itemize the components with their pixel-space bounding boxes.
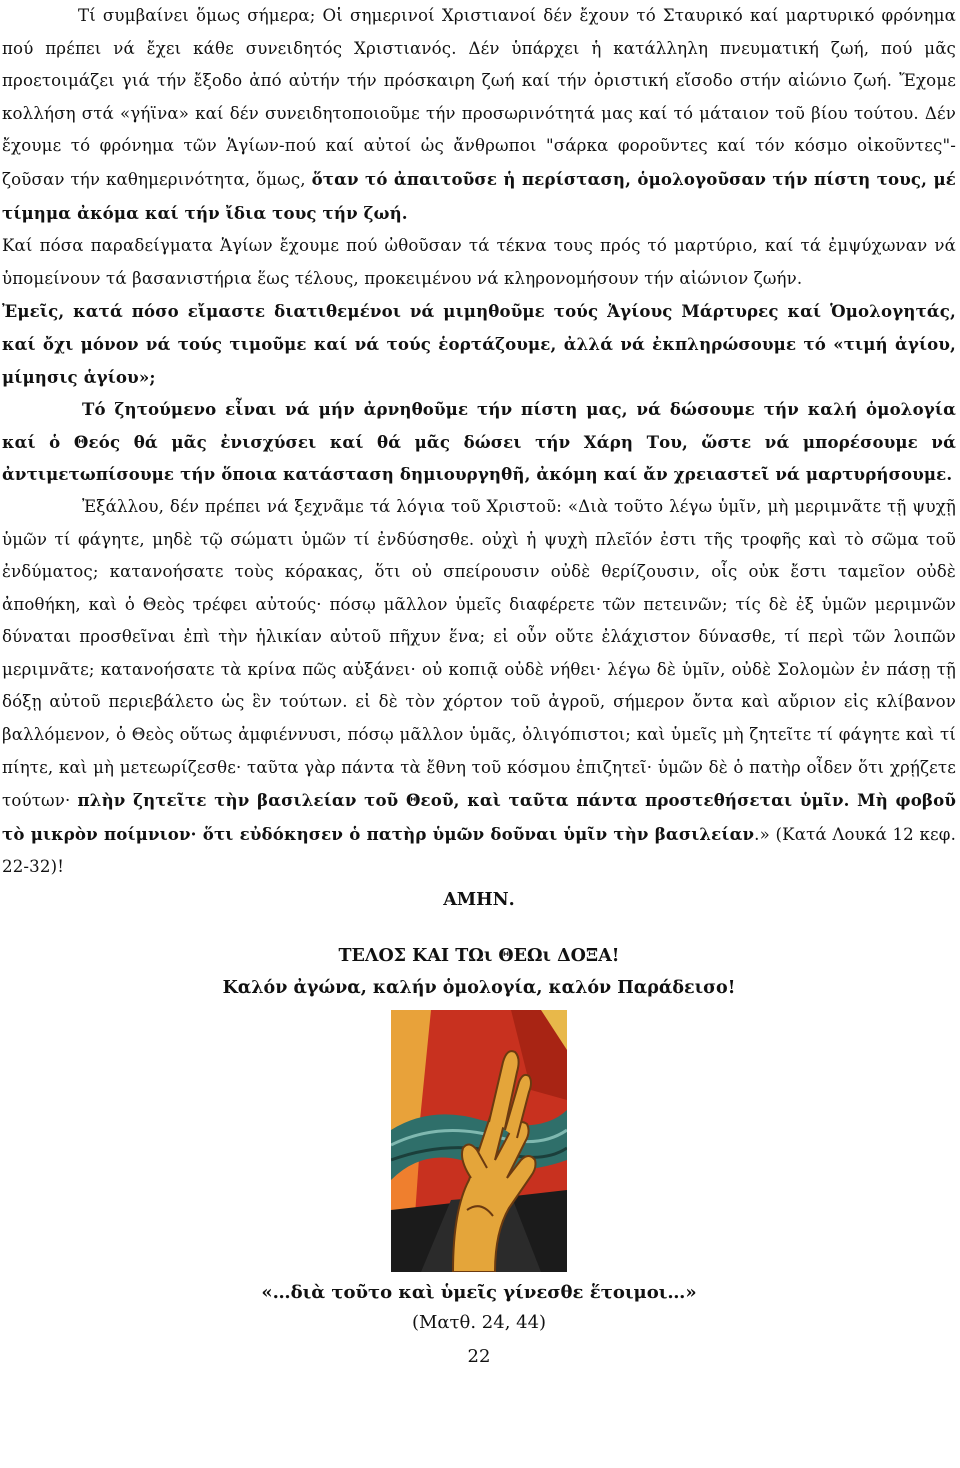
amen-line: ΑΜΗΝ. xyxy=(443,890,515,911)
quote-reference: (Ματθ. 24, 44) xyxy=(411,1312,547,1334)
icon-image-container xyxy=(2,1010,956,1272)
paragraph-bold-text: Ἐμεῖς, κατά πόσο εἴμαστε διατιθεμένοι νά μιμηθοῦμε τούς Ἁγίους Μάρτυρες καί Ὁμολογητάς, καί ὄχι μόνον νά τούς τιμοῦμε καί νά τούς ἑορτάζουμε, ἀλλά νά ἐκπληρώσουμε τό «τιμή ἁγίου, μίμησις ἁγίου»; xyxy=(2,301,956,387)
paragraph-christian-mindset xyxy=(2,0,956,230)
paragraph-bold-text: πλὴν ζητεῖτε τὴν βασιλείαν τοῦ Θεοῦ, καὶ ταῦτα πάντα προστεθήσεται ὑμῖν. Μὴ φοβοῦ τὸ μικρὸν ποίμνιον· ὅτι εὐδόκησεν ὁ πατὴρ ὑμῶν δοῦναι ὑμῖν τὴν βασιλείαν xyxy=(2,790,956,844)
paragraph-text: Καί πόσα παραδείγματα Ἁγίων ἔχουμε πού ὠθοῦσαν τά τέκνα τους πρός τό μαρτύριο, καί τά ἐμψύχωναν νά ὑπομείνουν τά βασανιστήρια ἕως τέλους, προκειμένου νά κληρονομήσουν τήν αἰώνιον ζωήν. xyxy=(2,236,956,288)
paragraph-text: Τί συμβαίνει ὅμως σήμερα; Οἱ σημερινοί Χριστιανοί δέν ἔχουν τό Σταυρικό καί μαρτυρικό φρόνημα πού πρέπει νά ἔχει κάθε συνειδητός Χριστιανός. Δέν ὑπάρχει ἡ κατάλληλη πνευματική ζωή, πού μᾶς προετοιμάζει γιά τήν ἔξοδο ἀπό αὐτήν τήν πρόσκαιρη ζωή καί τήν ὁριστική εἴσοδο στήν αἰώνιο ζωή. Ἔχομε κολλήση στά «γήϊνα» καί δέν συνειδητοποιοῦμε τήν προσωρινότητά μας καί τό μάταιον τοῦ βίου τούτου. Δέν ἔχουμε τό φρόνημα τῶν Ἁγίων-πού καί αὐτοί ὡς ἄνθρωποι "σάρκα φοροῦντες καί τόν κόσμο οἰκοῦντες"-ζοῦσαν τήν καθημερινότητα, ὅμως, xyxy=(2,6,956,189)
blessing-hand-icon xyxy=(391,1010,567,1272)
closing-quote: «…διὰ τοῦτο καὶ ὑμεῖς γίνεσθε ἕτοιμοι…» xyxy=(261,1282,697,1304)
paragraph-text: Ἐξάλλου, δέν πρέπει νά ξεχνᾶμε τά λόγια τοῦ Χριστοῦ: «Διὰ τοῦτο λέγω ὑμῖν, μὴ μεριμνᾶτε τῇ ψυχῇ ὑμῶν τί φάγητε, μηδὲ τῷ σώματι ὑμῶν τί ἐνδύσησθε. οὐχὶ ἡ ψυχὴ πλεῖόν ἐστι τῆς τροφῆς καὶ τὸ σῶμα τοῦ ἐνδύματος; κατανοήσατε τοὺς κόρακας, ὅτι οὐ σπείρουσιν οὐδὲ θερίζουσιν, οἷς οὐκ ἔστι ταμεῖον οὐδὲ ἀποθήκη, καὶ ὁ Θεὸς τρέφει αὐτούς· πόσῳ μᾶλλον ὑμεῖς διαφέρετε τῶν πετεινῶν; τίς δὲ ἐξ ὑμῶν μεριμνῶν δύναται προσθεῖναι ἐπὶ τὴν ἡλικίαν αὐτοῦ πῆχυν ἕνα; εἰ οὖν οὔτε ἐλάχιστον δύνασθε, τί περὶ τῶν λοιπῶν μεριμνᾶτε; κατανοήσατε τὰ κρίνα πῶς αὐξάνει· οὐ κοπιᾷ οὐδὲ νήθει· λέγω δὲ ὑμῖν, οὐδὲ Σολομὼν ἐν πάσῃ τῇ δόξῃ αὐτοῦ περιεβάλετο ὡς ἓν τούτων. εἰ δὲ τὸν χόρτον τοῦ ἀγροῦ, σήμερον ὄντα καὶ αὔριον εἰς κλίβανον βαλλόμενον, ὁ Θεὸς οὕτως ἀμφιέννυσι, πόσῳ μᾶλλον ὑμᾶς, ὀλιγόπιστοι; καὶ ὑμεῖς μὴ ζητεῖτε τί φάγητε καὶ τί πίητε, καὶ μὴ μετεωρίζεσθε· ταῦτα γὰρ πάντα τὰ ἔθνη τοῦ κόσμου ἐπιζητεῖ· ὑμῶν δὲ ὁ πατὴρ οἶδεν ὅτι χρῄζετε τούτων· xyxy=(2,496,956,811)
paragraph-saints-examples xyxy=(2,230,956,295)
paragraph-imitation-question xyxy=(2,295,956,393)
spacer xyxy=(2,916,956,940)
paragraph-text-end: .» (Κατά Λουκά 12 κεφ. 22-32)! xyxy=(2,824,956,877)
paragraph-gospel-quote xyxy=(2,491,956,884)
paragraph-bold-text: Τό ζητούμενο εἶναι νά μήν ἀρνηθοῦμε τήν πίστη μας, νά δώσουμε τήν καλή ὁμολογία καί ὁ Θεός θά μᾶς ἐνισχύσει καί θά μᾶς δώσει τήν Χάρη Του, ὥστε νά μπορέσουμε νά ἀντιμετωπίσουμε τήν ὅποια κατάσταση δημιουργηθῆ, ἀκόμη καί ἄν χρειαστεῖ νά μαρτυρήσουμε. xyxy=(2,399,956,485)
page-number: 22 xyxy=(467,1346,491,1368)
closing-line-2: Καλόν ἀγώνα, καλήν ὁμολογία, καλόν Παράδεισο! xyxy=(222,978,736,999)
paragraph-bold-text: ὅταν τό ἀπαιτοῦσε ἡ περίσταση, ὁμολογοῦσαν τήν πίστη τους, μέ τίμημα ἀκόμα καί τήν ἴδια τους τήν ζωή. xyxy=(2,168,956,223)
paragraph-confession xyxy=(2,393,956,491)
closing-line-1: ΤΕΛΟΣ ΚΑΙ ΤΩι ΘΕΩι ΔΟΞΑ! xyxy=(338,946,620,967)
